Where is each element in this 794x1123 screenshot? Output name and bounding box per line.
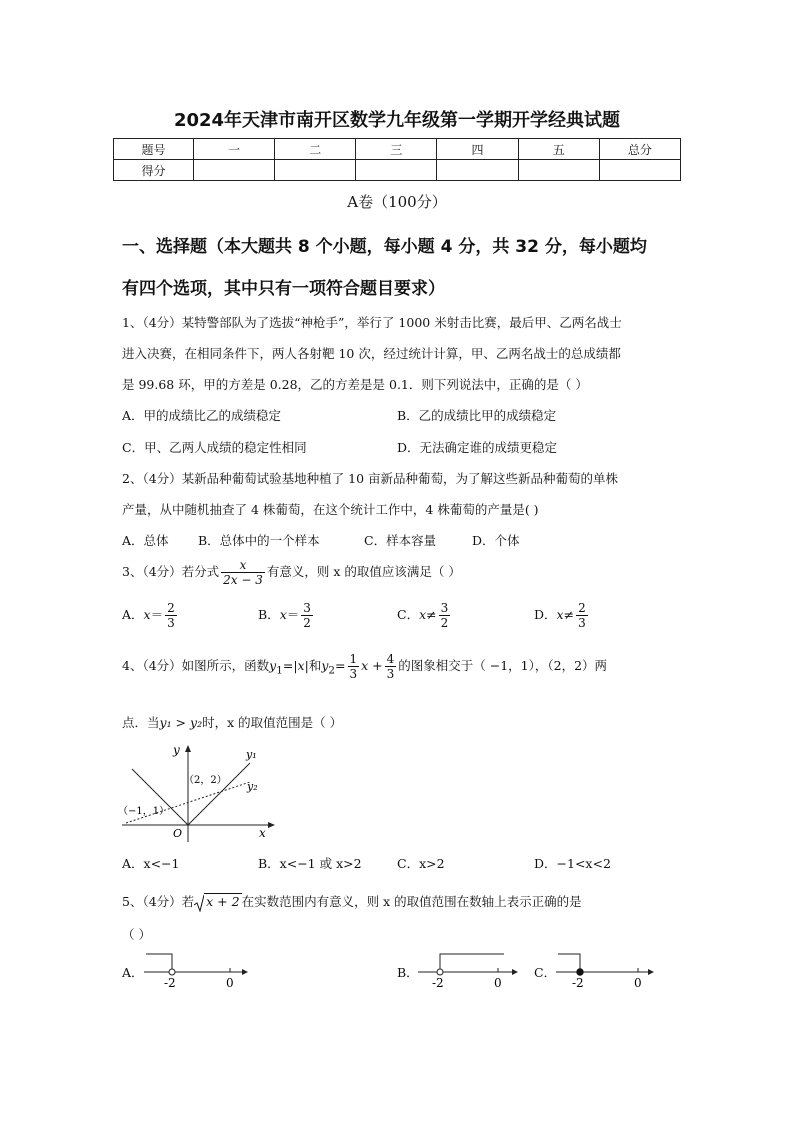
score-cell[interactable] [275, 160, 356, 181]
score-cell[interactable] [194, 160, 275, 181]
y1-line-right [188, 763, 250, 825]
frac-den: 3 [386, 667, 395, 681]
arrow-icon [512, 969, 518, 975]
q4-condition: y₁ > y₂ [159, 715, 203, 730]
q1-text-line1: 1、（4分）某特警部队为了选拔“神枪手”，举行了 1000 米射击比赛，最后甲、乙两名战士 [122, 315, 622, 330]
score-header-cell: 三 [356, 139, 437, 160]
section-heading-line1: 一、选择题（本大题共 8 个小题，每小题 4 分，共 32 分，每小题均 [122, 237, 647, 257]
tick-label-b: 0 [226, 976, 234, 990]
tick-label-b: 0 [494, 976, 502, 990]
frac-den: 2 [303, 616, 311, 630]
option-rel: ≠ [426, 607, 437, 622]
q4-and: 和 [308, 658, 322, 673]
frac-den: 2 [440, 616, 449, 630]
option-fraction [165, 601, 177, 630]
part-a-heading: A卷（100分） [347, 193, 447, 211]
score-row-label: 得分 [114, 160, 194, 181]
score-header-cell: 二 [275, 139, 356, 160]
q4-frac1 [348, 652, 360, 681]
q5-option-c-numberline[interactable] [552, 948, 660, 990]
arrow-icon [648, 969, 654, 975]
frac-den: 3 [578, 616, 586, 630]
score-header-cell: 总分 [599, 139, 680, 160]
frac-num: 3 [303, 601, 311, 615]
q2-option-c[interactable]: C．样本容量 [364, 533, 437, 548]
score-header-cell: 题号 [114, 139, 194, 160]
q3-option-a[interactable] [122, 601, 179, 630]
q2-text-line2: 产量，从中随机抽查了 4 株葡萄，在这个统计工作中，4 株葡萄的产量是( ) [122, 502, 539, 517]
frac-num: 4 [386, 652, 395, 666]
tick-label-a: -2 [432, 976, 444, 990]
q4-line2-suffix: 时，x 的取值范围是（ ） [202, 715, 343, 730]
y1-label: y₁ [246, 748, 257, 761]
q3-option-c[interactable] [397, 601, 452, 630]
y-axis-arrow [185, 745, 191, 752]
score-header-cell: 五 [518, 139, 599, 160]
score-table [113, 138, 681, 181]
frac-num: 3 [440, 601, 449, 615]
q3-option-b[interactable] [258, 601, 315, 630]
option-var: x [556, 607, 564, 622]
section-heading-line2: 有四个选项，其中只有一项符合题目要求） [122, 279, 445, 299]
q3-suffix: 有意义，则 x 的取值应该满足（ ） [266, 564, 461, 579]
axis-x-label: x [259, 826, 266, 840]
point-b-label: （2，2） [184, 775, 227, 786]
option-var: x [143, 607, 151, 622]
option-var: x [419, 607, 427, 622]
frac-num: 2 [167, 601, 175, 615]
solution-bracket [558, 954, 580, 969]
q4-y2: y [321, 658, 329, 673]
q3-stem [122, 558, 461, 587]
q4-plus: x + [361, 658, 383, 673]
q5-option-c-label[interactable]: C． [534, 965, 557, 980]
open-point [169, 969, 175, 975]
option-rel: ＝ [286, 607, 300, 622]
exam-title: 2024年天津市南开区数学九年级第一学期开学经典试题 [173, 110, 621, 131]
q1-option-d[interactable]: D．无法确定谁的成绩更稳定 [397, 440, 558, 455]
q4-y1-sub: 1 [276, 664, 283, 677]
q4-stem-line1 [122, 652, 607, 681]
q5-paren: （ ） [122, 927, 151, 942]
closed-point [577, 969, 583, 975]
q3-frac-den: 2x − 3 [223, 573, 263, 587]
score-table-score-row [114, 160, 681, 181]
q4-prefix: 4、（4分）如图所示，函数 [122, 658, 270, 673]
option-var: x [279, 607, 287, 622]
q5-stem-line1 [122, 892, 582, 912]
axis-y-label: y [173, 743, 180, 757]
option-label: B． [258, 607, 280, 622]
option-label: A． [122, 607, 144, 622]
option-label: C． [397, 607, 420, 622]
q4-line2-prefix: 点．当 [122, 715, 160, 730]
tick-label-b: 0 [634, 976, 642, 990]
q4-suffix: 的图象相交于（ −1，1），（2，2）两 [398, 658, 608, 673]
option-fraction [301, 601, 313, 630]
tick-label-a: -2 [164, 976, 176, 990]
score-cell[interactable] [437, 160, 518, 181]
q3-frac-num: x [239, 558, 247, 572]
solution-bracket [146, 954, 172, 969]
q2-text-line1: 2、（4分）某新品种葡萄试验基地种植了 10 亩新品种葡萄，为了解这些新品种葡萄的单株 [122, 471, 619, 486]
q4-option-a[interactable]: A．x<−1 [122, 856, 180, 871]
q5-sqrt [194, 894, 241, 912]
q1-option-a[interactable]: A．甲的成绩比乙的成绩稳定 [122, 408, 282, 423]
arrow-icon [242, 969, 248, 975]
q5-suffix: 在实数范围内有意义，则 x 的取值范围在数轴上表示正确的是 [241, 894, 582, 909]
q4-eq: = [335, 658, 346, 673]
score-header-cell: 一 [194, 139, 275, 160]
frac-num: 1 [349, 652, 358, 666]
option-rel: ＝ [150, 607, 164, 622]
option-fraction [439, 601, 451, 630]
q3-option-d[interactable] [534, 601, 590, 630]
score-table-header-row [114, 139, 681, 160]
score-cell[interactable] [518, 160, 599, 181]
q5-option-a-numberline[interactable] [140, 948, 250, 990]
q4-abs-x: =|x| [282, 658, 309, 673]
sqrt-sign-icon [194, 894, 204, 912]
q4-y1: y [269, 658, 277, 673]
q5-radicand: x + 2 [206, 894, 240, 909]
score-cell[interactable] [599, 160, 680, 181]
q5-option-a-label[interactable]: A． [122, 965, 144, 980]
q2-option-a[interactable]: A．总体 [122, 533, 169, 548]
q4-stem-line2 [122, 713, 342, 731]
q4-option-d[interactable]: D．−1<x<2 [534, 856, 611, 871]
q4-y2-sub: 2 [328, 664, 336, 677]
q4-option-b[interactable]: B．x<−1 或 x>2 [258, 856, 362, 871]
q5-option-b-numberline[interactable] [414, 948, 522, 990]
q2-option-b[interactable]: B．总体中的一个样本 [198, 533, 320, 548]
q2-option-d[interactable]: D．个体 [472, 533, 520, 548]
score-cell[interactable] [356, 160, 437, 181]
point-a-label: （−1，1） [118, 806, 170, 817]
tick-label-a: -2 [572, 976, 584, 990]
option-rel: ≠ [563, 607, 575, 622]
q1-text-line2: 进入决赛，在相同条件下，两人各射靶 10 次，经过统计计算，甲、乙两名战士的总成绩都 [122, 346, 621, 361]
frac-num: 2 [578, 601, 586, 615]
q1-option-c[interactable]: C．甲、乙两人成绩的稳定性相同 [122, 440, 307, 455]
q1-option-b[interactable]: B．乙的成绩比甲的成绩稳定 [397, 408, 557, 423]
x-axis-arrow [268, 822, 275, 828]
q3-prefix: 3、（4分）若分式 [122, 564, 220, 579]
origin-label: O [173, 827, 183, 840]
q5-prefix: 5、（4分）若 [122, 894, 195, 909]
option-label: D． [534, 607, 557, 622]
open-point [437, 969, 443, 975]
frac-den: 3 [349, 667, 358, 681]
solution-bracket [440, 954, 504, 969]
q4-option-c[interactable]: C．x>2 [397, 856, 445, 871]
q3-fraction [221, 558, 265, 587]
score-header-cell: 四 [437, 139, 518, 160]
q4-frac2 [385, 652, 397, 681]
option-fraction [576, 601, 588, 630]
y2-label: y₂ [247, 780, 258, 793]
q4-graph [118, 740, 278, 845]
q5-option-b-label[interactable]: B． [397, 965, 419, 980]
frac-den: 3 [167, 616, 175, 630]
q1-text-line3: 是 99.68 环，甲的方差是 0.28，乙的方差是是 0.1．则下列说法中，正确的是（ ） [122, 377, 588, 392]
